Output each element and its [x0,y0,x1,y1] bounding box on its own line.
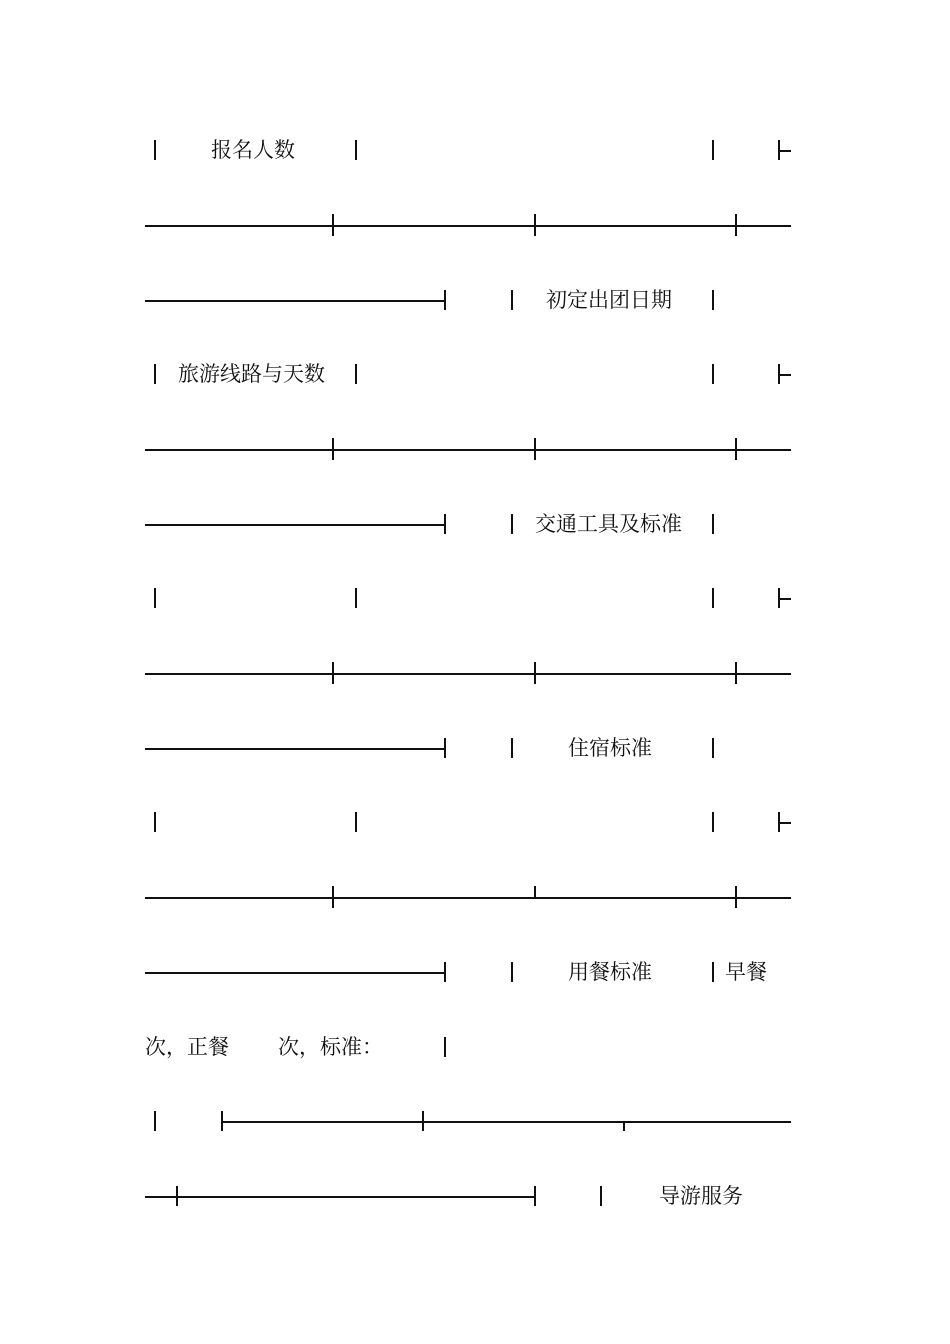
table-border [154,812,156,832]
table-border [534,438,536,460]
table-border [712,514,714,534]
table-border [511,738,513,758]
table-border [735,438,737,460]
table-border [712,738,714,758]
table-border [355,812,357,832]
table-border [154,364,156,384]
table-border [712,364,714,384]
table-border [534,214,536,236]
table-border [623,1121,625,1131]
table-border [712,812,714,832]
table-rule [145,524,445,526]
table-border [355,140,357,160]
table-border [779,150,791,152]
meals-detail-standard: 次，标准： [278,1035,383,1059]
table-border [534,1186,536,1206]
table-rule [145,972,445,974]
table-border [712,140,714,160]
table-border [779,822,791,824]
departure-date-label: 初定出团日期 [546,288,672,312]
table-border [735,214,737,236]
table-border [735,886,737,908]
table-border [779,598,791,600]
table-rule [145,300,445,302]
table-rule [145,225,791,227]
table-border [534,886,536,897]
accommodation-label: 住宿标准 [568,736,652,760]
table-rule [145,748,445,750]
table-border [600,1186,602,1206]
signup-count-label: 报名人数 [211,138,295,162]
table-border [534,662,536,684]
table-rule [221,1121,791,1123]
table-border [221,1111,223,1131]
meals-detail-times: 次，正餐 [145,1035,229,1059]
table-border [154,588,156,608]
table-border [176,1186,178,1206]
table-rule [145,449,791,451]
table-border [712,290,714,310]
route-days-label: 旅游线路与天数 [178,362,325,386]
table-border [355,588,357,608]
table-border [154,140,156,160]
table-border [779,374,791,376]
table-rule [145,897,791,899]
transport-label: 交通工具及标准 [535,512,682,536]
table-border [355,364,357,384]
table-border [444,962,446,982]
table-border [444,738,446,758]
table-border [332,662,334,684]
table-border [712,962,714,982]
table-border [444,1037,446,1057]
table-border [332,214,334,236]
table-border [511,514,513,534]
guide-label: 导游服务 [659,1184,743,1208]
table-border [154,1111,156,1131]
table-border [444,290,446,310]
table-border [511,290,513,310]
table-border [735,662,737,684]
table-rule [145,1196,535,1198]
table-border [511,962,513,982]
table-border [422,1111,424,1131]
table-rule [145,673,791,675]
table-border [332,886,334,908]
table-border [712,588,714,608]
breakfast-label: 早餐 [725,960,767,984]
table-border [332,438,334,460]
meals-label: 用餐标准 [568,960,652,984]
table-border [444,514,446,534]
